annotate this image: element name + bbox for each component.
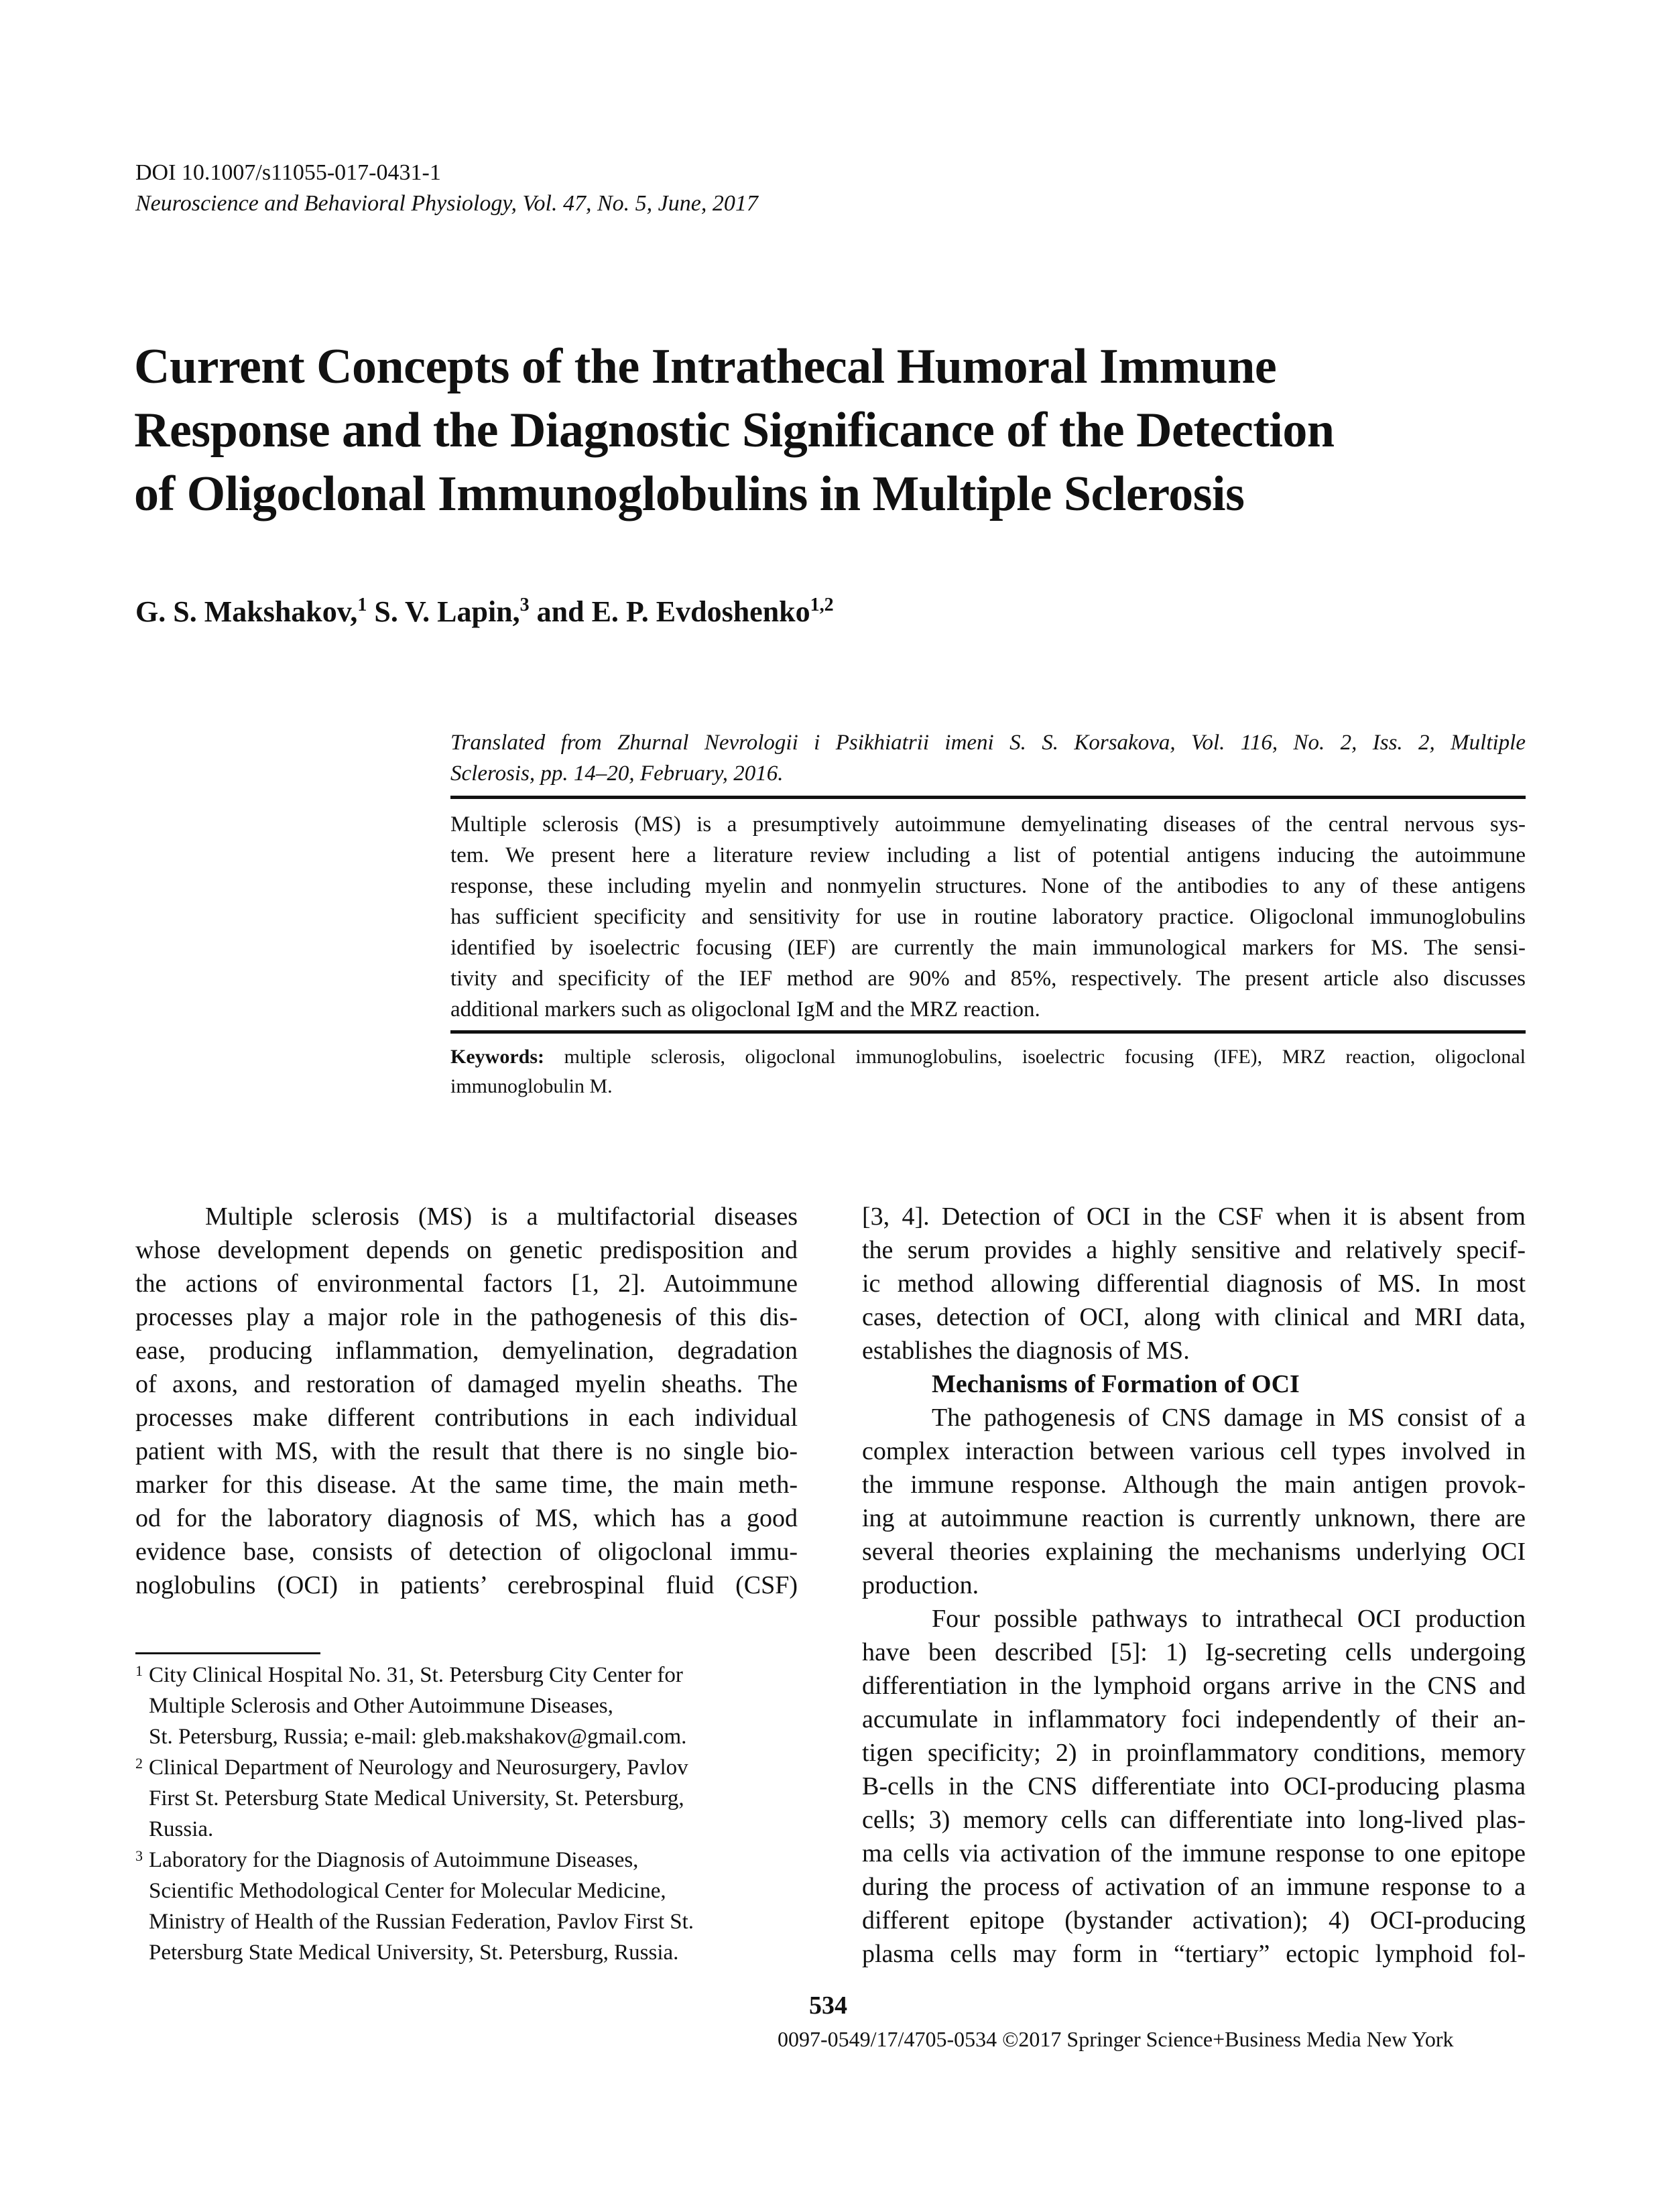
body-line: The pathogenesis of CNS damage in MS consist of a: [932, 1404, 1526, 1432]
author-list: [135, 593, 834, 631]
body-line: processes play a major role in the pathogenesis of this dis-: [135, 1303, 798, 1331]
body-line: ing at autoimmune reaction is currently unknown, there are: [862, 1504, 1526, 1532]
body-line: patient with MS, with the result that there is no single bio-: [135, 1437, 798, 1465]
body-line: ease, producing inflammation, demyelination, degradation: [135, 1337, 798, 1365]
body-line: complex interaction between various cell types involved in: [862, 1437, 1526, 1465]
title-line: Response and the Diagnostic Significance of the Detection: [134, 403, 1335, 458]
abstract-line: has sufficient specificity and sensitivity for use in routine laboratory practice. Oligoclonal immunoglobulins: [450, 905, 1526, 929]
article-title: [134, 335, 1335, 526]
body-line: differentiation in the lymphoid organs arrive in the CNS and: [862, 1672, 1526, 1700]
footnote-number: 3: [135, 1847, 143, 1864]
translation-line: Sclerosis, pp. 14–20, February, 2016.: [450, 761, 784, 786]
title-line: of Oligoclonal Immunoglobulins in Multiple Sclerosis: [134, 467, 1245, 521]
footnote-line: Scientific Methodological Center for Molecular Medicine,: [149, 1879, 666, 1903]
body-line: Four possible pathways to intrathecal OCI production: [932, 1605, 1526, 1633]
body-line: B-cells in the CNS differentiate into OCI-producing plasma: [862, 1772, 1526, 1800]
body-line: cells; 3) memory cells can differentiate into long-lived plas-: [862, 1806, 1526, 1834]
body-line: accumulate in inflammatory foci independently of their an-: [862, 1705, 1526, 1733]
body-line: cases, detection of OCI, along with clinical and MRI data,: [862, 1303, 1526, 1331]
footnote-number: 2: [135, 1755, 143, 1772]
title-line: Current Concepts of the Intrathecal Humoral Immune: [134, 339, 1277, 394]
abstract-line: additional markers such as oligoclonal IgM and the MRZ reaction.: [450, 997, 1040, 1022]
footnote-affiliation-2: [135, 1752, 806, 1845]
body-line: plasma cells may form in “tertiary” ectopic lymphoid fol-: [862, 1940, 1526, 1968]
abstract: [450, 809, 1526, 1025]
body-line: noglobulins (OCI) in patients’ cerebrospinal fluid (CSF): [135, 1571, 798, 1599]
body-line: the immune response. Although the main antigen provok-: [862, 1471, 1526, 1499]
footnote-affiliation-1: [135, 1660, 806, 1752]
body-line: processes make different contributions in each individual: [135, 1404, 798, 1432]
footnote-line: Ministry of Health of the Russian Federation, Pavlov First St.: [149, 1910, 694, 1934]
body-line: have been described [5]: 1) Ig-secreting cells undergoing: [862, 1638, 1526, 1666]
body-line: whose development depends on genetic predisposition and: [135, 1236, 798, 1264]
author-name: S. V. Lapin,: [374, 595, 520, 628]
body-line: [3, 4]. Detection of OCI in the CSF when it is absent from: [862, 1203, 1526, 1231]
footnote-line: City Clinical Hospital No. 31, St. Petersburg City Center for: [149, 1663, 683, 1687]
keywords-text: multiple sclerosis, oligoclonal immunoglobulins, isoelectric focusing (IFE), MRZ reaction, oligoclonal: [564, 1046, 1526, 1068]
body-line: during the process of activation of an immune response to a: [862, 1873, 1526, 1901]
body-line: Multiple sclerosis (MS) is a multifactorial diseases: [205, 1203, 798, 1231]
author-name: and E. P. Evdoshenko: [536, 595, 810, 628]
body-line: ma cells via activation of the immune response to one epitope: [862, 1839, 1526, 1867]
footnote-line: St. Petersburg, Russia; e-mail: gleb.makshakov@gmail.com.: [149, 1725, 687, 1749]
keywords: [450, 1042, 1526, 1101]
author-affiliation-mark: 3: [519, 595, 530, 615]
footnote-line: Laboratory for the Diagnosis of Autoimmune Diseases,: [149, 1848, 639, 1872]
author-name: G. S. Makshakov,: [135, 595, 358, 628]
translation-line: Translated from Zhurnal Nevrologii i Psikhiatrii imeni S. S. Korsakova, Vol. 116, No. 2, Iss. 2, Multiple: [450, 731, 1526, 755]
body-line: several theories explaining the mechanisms underlying OCI: [862, 1538, 1526, 1566]
footnote-line: Petersburg State Medical University, St. Petersburg, Russia.: [149, 1941, 679, 1965]
body-line: establishes the diagnosis of MS.: [862, 1337, 1190, 1365]
keywords-line: immunoglobulin M.: [450, 1075, 613, 1097]
footnote-line: Clinical Department of Neurology and Neurosurgery, Pavlov: [149, 1756, 688, 1780]
body-line: evidence base, consists of detection of oligoclonal immu-: [135, 1538, 798, 1566]
page-number: 534: [809, 1991, 847, 2020]
footnote-affiliation-3: [135, 1845, 806, 1968]
body-line: of axons, and restoration of damaged myelin sheaths. The: [135, 1370, 798, 1398]
translation-note: [450, 727, 1526, 789]
footnotes: [135, 1660, 806, 1968]
footnote-line: Russia.: [149, 1817, 214, 1841]
body-line: marker for this disease. At the same time, the main meth-: [135, 1471, 798, 1499]
body-column-right: [862, 1200, 1526, 1971]
copyright-line: 0097-0549/17/4705-0534 ©2017 Springer Science+Business Media New York: [778, 2027, 1454, 2051]
author-affiliation-mark: 1,2: [810, 595, 834, 615]
author-affiliation-mark: 1: [357, 595, 367, 615]
abstract-top-rule: [450, 796, 1526, 799]
abstract-line: response, these including myelin and nonmyelin structures. None of the antibodies to any of these antigens: [450, 874, 1526, 898]
body-line: production.: [862, 1571, 979, 1599]
body-column-left: [135, 1200, 798, 1602]
body-line: od for the laboratory diagnosis of MS, which has a good: [135, 1504, 798, 1532]
section-heading: Mechanisms of Formation of OCI: [932, 1370, 1300, 1398]
abstract-line: tivity and specificity of the IEF method are 90% and 85%, respectively. The present article also discusses: [450, 967, 1526, 991]
body-line: the actions of environmental factors [1, 2]. Autoimmune: [135, 1270, 798, 1298]
keywords-label: Keywords:: [450, 1046, 544, 1068]
abstract-line: tem. We present here a literature review including a list of potential antigens inducing the autoimmune: [450, 843, 1526, 867]
doi-line: DOI 10.1007/s11055-017-0431-1: [135, 160, 441, 185]
abstract-line: identified by isoelectric focusing (IEF) are currently the main immunological markers for MS. The sensi-: [450, 936, 1526, 960]
keywords-line: [450, 1042, 1526, 1072]
body-line: tigen specificity; 2) in proinflammatory conditions, memory: [862, 1739, 1526, 1767]
body-line: ic method allowing differential diagnosis of MS. In most: [862, 1270, 1526, 1298]
footnote-line: Multiple Sclerosis and Other Autoimmune Diseases,: [149, 1694, 613, 1718]
body-line: different epitope (bystander activation); 4) OCI-producing: [862, 1906, 1526, 1934]
abstract-line: Multiple sclerosis (MS) is a presumptively autoimmune demyelinating diseases of the central nervous sys-: [450, 812, 1526, 837]
body-line: the serum provides a highly sensitive and relatively specif-: [862, 1236, 1526, 1264]
footnote-number: 1: [135, 1662, 143, 1679]
footnote-line: First St. Petersburg State Medical University, St. Petersburg,: [149, 1786, 684, 1810]
abstract-bottom-rule: [450, 1030, 1526, 1034]
journal-citation: Neuroscience and Behavioral Physiology, Vol. 47, No. 5, June, 2017: [135, 191, 758, 216]
footnote-rule: [135, 1652, 320, 1654]
